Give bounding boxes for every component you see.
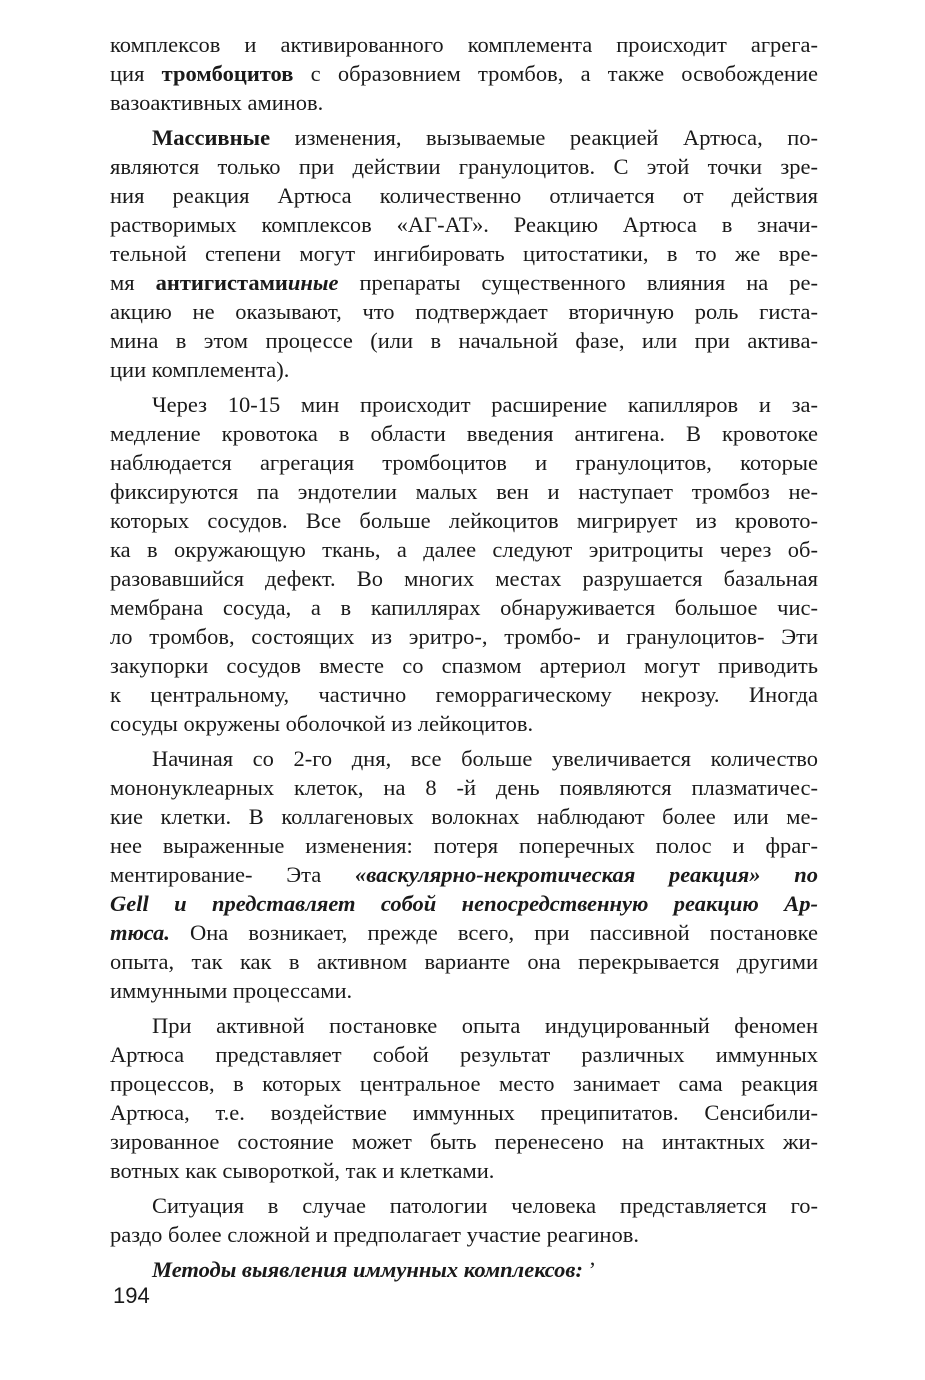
text-run: растворимых комплексов «АГ-АТ». Реакцию Артюса в значи-	[110, 212, 818, 237]
text-line	[110, 535, 818, 564]
text-line	[110, 268, 818, 297]
text-run: разовавшийся дефект. Во многих местах разрушается базальная	[110, 566, 818, 591]
text-run: мононуклеарных клеток, на 8 -й день появляются плазматичес-	[110, 775, 818, 800]
text-run: вазоактивных аминов.	[110, 90, 324, 115]
text-line	[110, 448, 818, 477]
text-line	[110, 860, 818, 889]
text-line	[110, 419, 818, 448]
text-run: наблюдается агрегация тромбоцитов и гранулоцитов, которые	[110, 450, 818, 475]
emphasis-text: тромбоцитов	[161, 61, 294, 86]
emphasis-text: Gell и представляет собой непосредственную реакцию Ар-	[110, 891, 818, 916]
text-run: сосуды окружены оболочкой из лейкоцитов.	[110, 711, 534, 736]
text-run: зированное состояние может быть перенесено на интактных жи-	[110, 1129, 818, 1154]
text-line	[110, 1255, 818, 1284]
text-run: ’	[582, 1257, 597, 1282]
text-line	[110, 210, 818, 239]
text-line	[110, 239, 818, 268]
text-line	[110, 889, 818, 918]
text-line	[110, 59, 818, 88]
text-line	[110, 88, 818, 117]
text-line	[110, 123, 818, 152]
text-run: Начиная со 2-го дня, все больше увеличивается количество	[152, 746, 818, 771]
text-run: изменения, вызываемые реакцией Артюса, по-	[270, 125, 818, 150]
text-run: препараты существенного влияния на ре-	[338, 270, 818, 295]
text-line	[110, 326, 818, 355]
text-run: кие клетки. В коллагеновых волокнах наблюдают более или ме-	[110, 804, 818, 829]
text-line	[110, 709, 818, 738]
text-run: закупорки сосудов вместе со спазмом артериол могут приводить	[110, 653, 818, 678]
text-line	[110, 976, 818, 1005]
text-run: мина в этом процессе (или в начальной фазе, или при активa-	[110, 328, 818, 353]
text-run: мембрана сосуда, а в капиллярах обнаруживается большое чис-	[110, 595, 818, 620]
text-line	[110, 744, 818, 773]
text-run: которых сосудов. Все больше лейкоцитов мигрирует из кровото-	[110, 508, 818, 533]
text-line	[110, 152, 818, 181]
text-line	[110, 1040, 818, 1069]
text-run: к центральному, частично геморрагическому некрозу. Иногда	[110, 682, 818, 707]
text-line	[110, 918, 818, 947]
text-line	[110, 564, 818, 593]
text-run: иммунными процессами.	[110, 978, 353, 1003]
emphasis-text: иные	[287, 270, 339, 295]
text-line	[110, 1069, 818, 1098]
text-run: являются только при действии гранулоцитов. С этой точки зре-	[110, 154, 818, 179]
text-line	[110, 181, 818, 210]
emphasis-text: Массивные	[152, 125, 271, 150]
text-line	[110, 1220, 818, 1249]
text-run: тельной степени могут ингибировать цитостатики, в то же вре-	[110, 241, 818, 266]
text-line	[110, 802, 818, 831]
text-line	[110, 1156, 818, 1185]
text-line	[110, 593, 818, 622]
text-run: Ситуация в случае патологии человека представляется го-	[152, 1193, 818, 1218]
text-run: фиксируются па эндотелии малых вен и наступает тромбоз не-	[110, 479, 818, 504]
emphasis-text: Методы выявления иммунных комплексов:	[152, 1257, 583, 1282]
text-line	[110, 680, 818, 709]
text-run: ка в окружающую ткань, а далее следуют эритроциты через об-	[110, 537, 818, 562]
text-line	[110, 477, 818, 506]
text-run: Через 10-15 мин происходит расширение капилляров и за-	[152, 392, 818, 417]
text-line	[110, 297, 818, 326]
text-run: ции комплемента).	[110, 357, 290, 382]
text-line	[110, 390, 818, 419]
emphasis-text: антигистами	[155, 270, 288, 295]
text-run: комплексов и активированного комплемента происходит агрега-	[110, 32, 818, 57]
text-line	[110, 831, 818, 860]
text-run: процессов, в которых центральное место занимает сама реакция	[110, 1071, 818, 1096]
text-run: ментирование- Эта	[110, 862, 355, 887]
text-line	[110, 947, 818, 976]
text-run: Артюса, т.е. воздействие иммунных преципитатов. Сенсибили-	[110, 1100, 818, 1125]
text-run: ло тромбов, состоящих из эритро-, тромбо- и гранулоцитов- Эти	[110, 624, 818, 649]
text-line	[110, 30, 818, 59]
text-run: ния реакция Артюса количественно отличается от действия	[110, 183, 818, 208]
text-line	[110, 622, 818, 651]
text-run: Она возникает, прежде всего, при пассивной постановке	[169, 920, 818, 945]
text-line	[110, 1191, 818, 1220]
text-run: вотных как сывороткой, так и клетками.	[110, 1158, 495, 1183]
text-run: Артюса представляет собой результат различных иммунных	[110, 1042, 818, 1067]
text-run: акцию не оказывают, что подтверждает вторичную роль гиста-	[110, 299, 818, 324]
text-run: мя	[110, 270, 156, 295]
body-text	[110, 30, 818, 1284]
text-line	[110, 773, 818, 802]
text-run: нее выраженные изменения: потеря поперечных полос и фраг-	[110, 833, 818, 858]
text-line	[110, 1011, 818, 1040]
text-run: При активной постановке опыта индуцированный феномен	[152, 1013, 818, 1038]
text-run: опыта, так как в активном варианте она перекрывается другими	[110, 949, 818, 974]
text-run: ция	[110, 61, 162, 86]
text-run: раздо более сложной и предполагает участие реагинов.	[110, 1222, 639, 1247]
emphasis-text: тюса.	[110, 920, 170, 945]
emphasis-text: «васкулярно-некротическая реакция» по	[354, 862, 818, 887]
text-run: с образовнием тромбов, а также освобождение	[293, 61, 818, 86]
text-line	[110, 355, 818, 384]
text-line	[110, 506, 818, 535]
text-line	[110, 1127, 818, 1156]
text-line	[110, 1098, 818, 1127]
text-line	[110, 651, 818, 680]
text-run: медление кровотока в области введения антигена. В кровотоке	[110, 421, 818, 446]
page-number: 194	[113, 1283, 150, 1308]
